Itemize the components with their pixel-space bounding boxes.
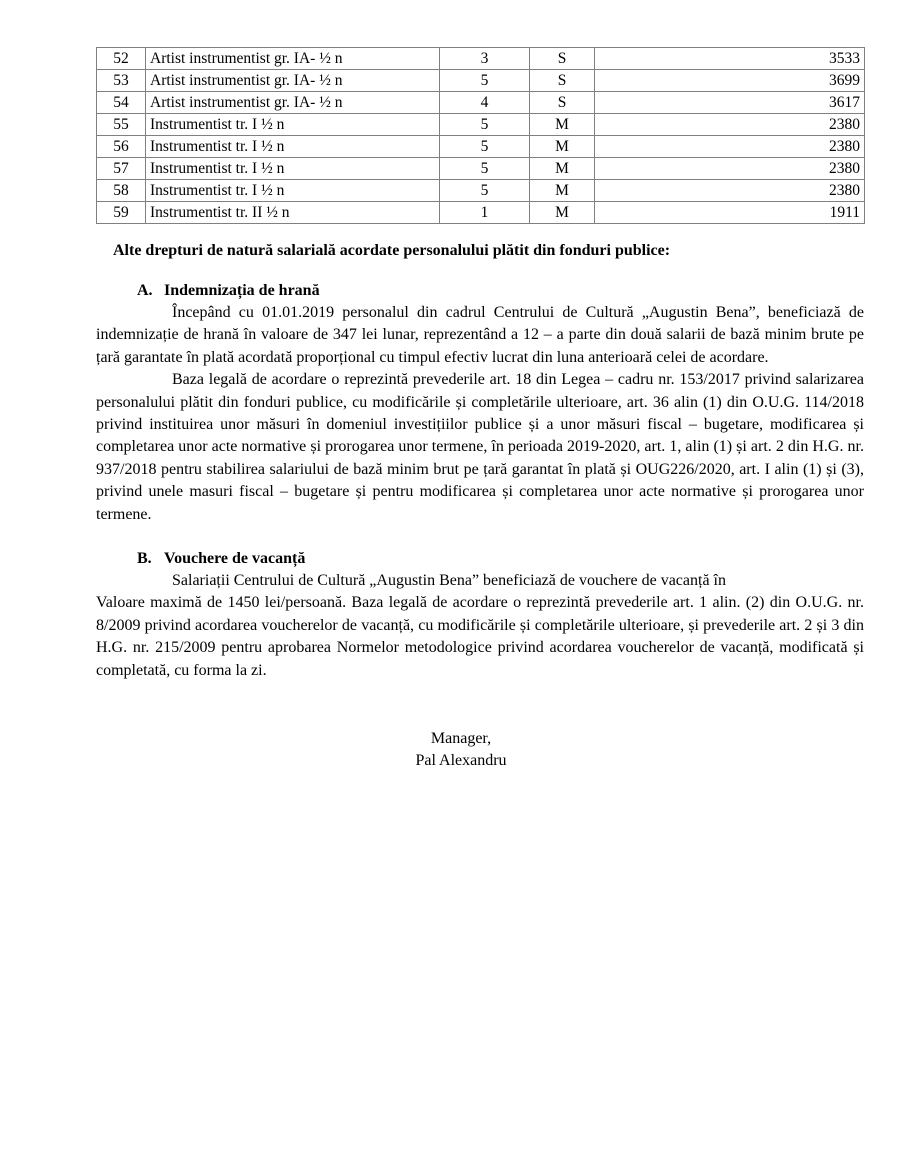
section-heading: Alte drepturi de natură salarială acordate personalului plătit din fonduri publice: [113,242,671,259]
table-row [97,70,865,92]
document-body [96,240,864,682]
cell-salary: 3617 [595,92,865,114]
signature-name: Pal Alexandru [415,752,507,769]
cell-row-number: 55 [97,114,146,136]
cell-position: Instrumentist tr. I ½ n [146,158,440,180]
cell-level: S [530,70,595,92]
table-row [97,202,865,224]
cell-row-number: 59 [97,202,146,224]
cell-grade: 3 [440,48,530,70]
cell-salary: 2380 [595,114,865,136]
cell-salary: 2380 [595,136,865,158]
cell-level: M [530,136,595,158]
section-b-letter: B. [137,550,152,568]
table-row [97,114,865,136]
cell-salary: 2380 [595,158,865,180]
cell-salary: 1911 [595,202,865,224]
section-a-letter: A. [137,282,153,299]
cell-level: S [530,92,595,114]
salary-table [96,47,865,224]
section-b-paragraph-lead: Salariații Centrului de Cultură „Augustin Bena” beneficiază de vouchere de vacanță în [172,572,726,590]
section-a-heading [137,280,864,302]
cell-row-number: 58 [97,180,146,202]
cell-position: Instrumentist tr. I ½ n [146,136,440,158]
section-a-title: Indemnizația de hrană [164,282,320,299]
table-row [97,92,865,114]
cell-position: Instrumentist tr. I ½ n [146,114,440,136]
cell-salary: 3533 [595,48,865,70]
spacer [96,526,864,548]
cell-level: S [530,48,595,70]
table-row [97,158,865,180]
cell-position: Artist instrumentist gr. IA- ½ n [146,70,440,92]
cell-position: Artist instrumentist gr. IA- ½ n [146,48,440,70]
table-row [97,136,865,158]
cell-row-number: 52 [97,48,146,70]
section-b-heading [137,548,864,570]
cell-salary: 3699 [595,70,865,92]
cell-position: Artist instrumentist gr. IA- ½ n [146,92,440,114]
section-b-paragraph-rest: Valoare maximă de 1450 lei/persoană. Baza legală de acordare o reprezintă prevederile art. 1 alin. (2) din O.U.G. nr. 8/2009 privind acordarea voucherelor de vacanță, cu modificările și completările ulterioare, și prevederile art. 2 și 3 din H.G. nr. 215/2009 pentru aprobarea Normelor metodologice privind acordarea voucherelor de vacanță, modificată și completată, cu forma la zi. [96,594,864,679]
cell-row-number: 56 [97,136,146,158]
section-a-paragraph-2: Baza legală de acordare o reprezintă prevederile art. 18 din Legea – cadru nr. 153/2017 privind salarizarea personalului plătit din fonduri publice, cu modificările și completările ulterioare, art. 36 alin (1) din O.U.G. 114/2018 privind instituirea unor măsuri în domeniul investițiilor publice și a unor măsuri fiscal – bugetare, modificarea și completarea unor acte normative și prorogarea unor termene, în perioada 2019-2020, art. 1, alin (1) și art. 2 din H.G. nr. 937/2018 pentru stabilirea salariului de bază minim brut pe țară garantat în plată și OUG226/2020, art. I alin (1) și (3), privind unele masuri fiscal – bugetare și pentru modificarea și completarea unor acte normative și prorogarea unor termene. [96,371,864,523]
cell-grade: 5 [440,180,530,202]
signature-block [0,728,904,772]
cell-grade: 1 [440,202,530,224]
cell-row-number: 54 [97,92,146,114]
cell-position: Instrumentist tr. I ½ n [146,180,440,202]
cell-level: M [530,180,595,202]
signature-role: Manager, [430,730,492,747]
cell-grade: 5 [440,70,530,92]
cell-level: M [530,114,595,136]
section-a-paragraph-1: Începând cu 01.01.2019 personalul din cadrul Centrului de Cultură „Augustin Bena”, beneficiază de indemnizație de hrană în valoare de 347 lei lunar, reprezentând a 12 – a parte din două salarii de bază minim brute pe țară garantate în plată acordată proporțional cu timpul efectiv lucrat din luna anterioară celei de acordare. [96,304,864,366]
cell-row-number: 53 [97,70,146,92]
salary-table-body [97,48,865,224]
cell-grade: 5 [440,136,530,158]
cell-grade: 4 [440,92,530,114]
table-row [97,48,865,70]
salary-table-container [96,47,864,224]
signature-inner [415,728,506,772]
table-row [97,180,865,202]
cell-grade: 5 [440,114,530,136]
section-b-title: Vouchere de vacanță [164,550,306,568]
cell-row-number: 57 [97,158,146,180]
cell-grade: 5 [440,158,530,180]
cell-position: Instrumentist tr. II ½ n [146,202,440,224]
cell-level: M [530,158,595,180]
cell-salary: 2380 [595,180,865,202]
cell-level: M [530,202,595,224]
